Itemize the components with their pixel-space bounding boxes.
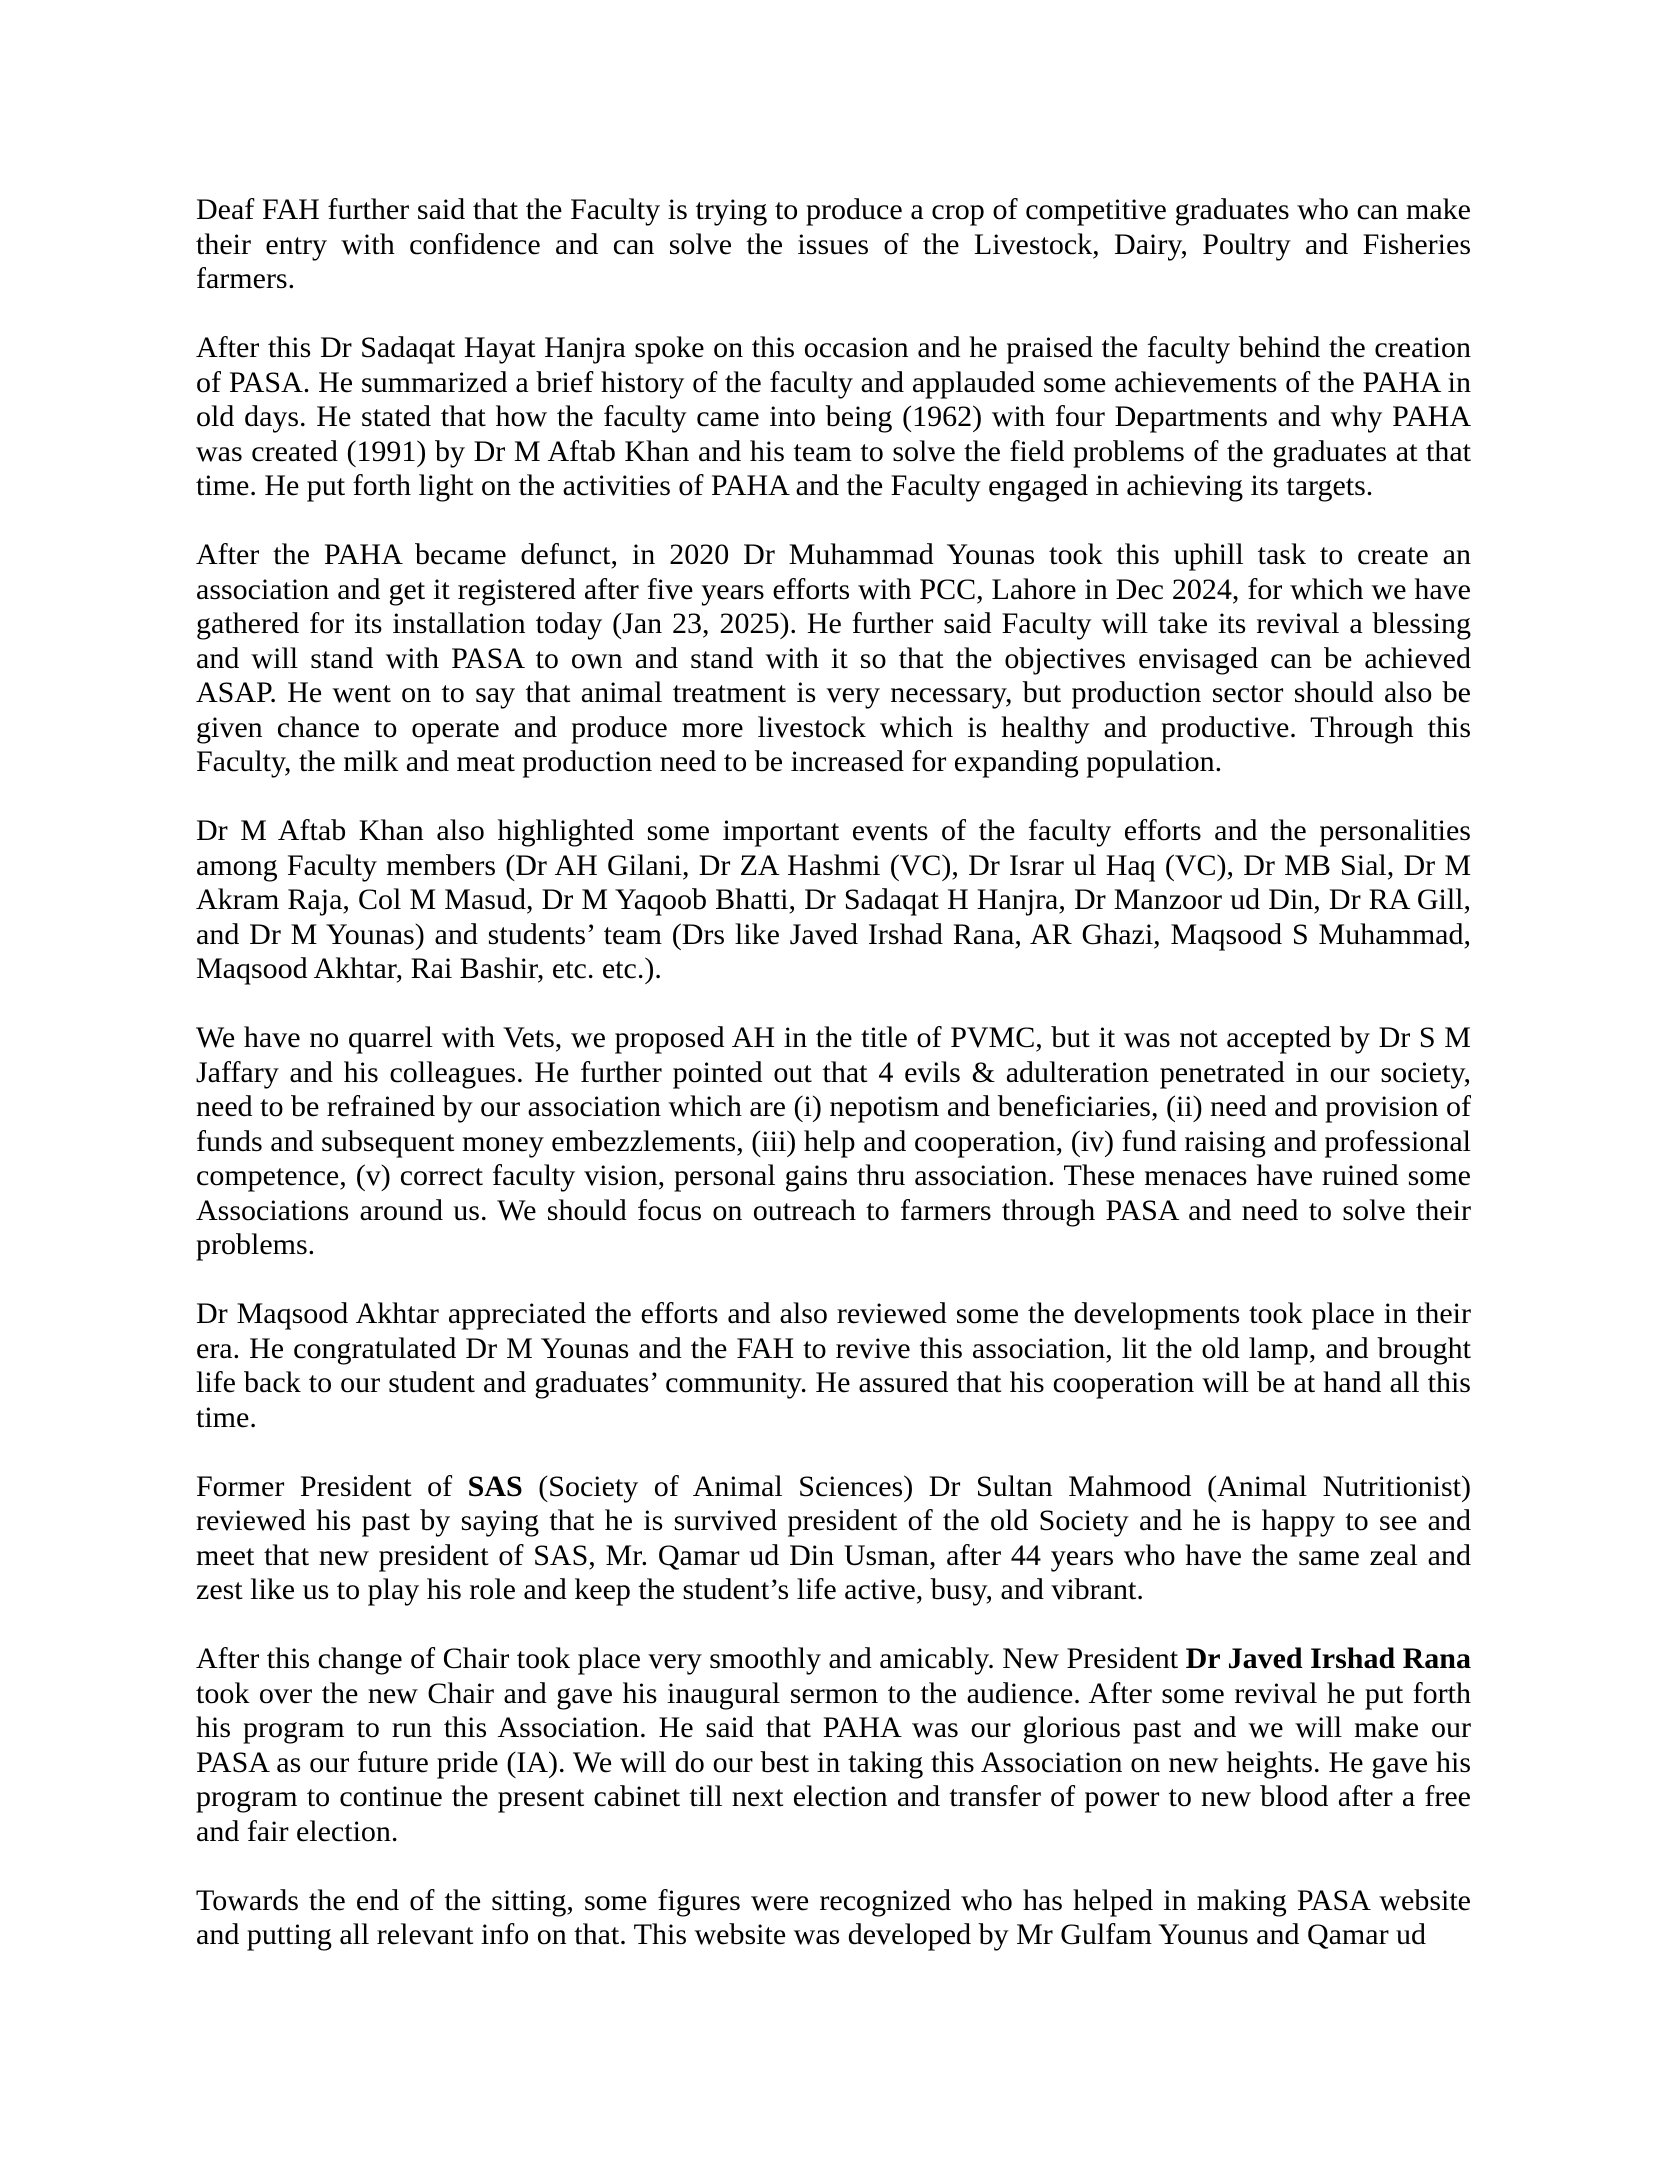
text-run: We have no quarrel with Vets, we proposed AH in the title of PVMC, but it was not accepted by Dr S M Jaffary and his colleagues. He further pointed out that 4 evils & adulteration penetrated in our society, need to be refrained by our association which are (i) nepotism and beneficiaries, (ii) need and provision of funds and subsequent money embezzlements, (iii) help and cooperation, (iv) fund raising and professional competence, (v) correct faculty vision, personal gains thru association. These menaces have ruined some Associations around us. We should focus on outreach to farmers through PASA and need to solve their problems. [196, 1021, 1471, 1261]
text-run: After the PAHA became defunct, in 2020 Dr Muhammad Younas took this uphill task to create an association and get it registered after five years efforts with PCC, Lahore in Dec 2024, for which we have gathered for its installation today (Jan 23, 2025). He further said Faculty will take its revival a blessing and will stand with PASA to own and stand with it so that the objectives envisaged can be achieved ASAP. He went on to say that animal treatment is very necessary, but production sector should also be given chance to operate and produce more livestock which is healthy and productive. Through this Faculty, the milk and meat production need to be increased for expanding population. [196, 538, 1471, 778]
paragraph [196, 1021, 1471, 1263]
paragraph [196, 1470, 1471, 1608]
text-run: took over the new Chair and gave his inaugural sermon to the audience. After some revival he put forth his program to run this Association. He said that PAHA was our glorious past and we will make our PASA as our future pride (IA). We will do our best in taking this Association on new heights. He gave his program to continue the present cabinet till next election and transfer of power to new blood after a free and fair election. [196, 1676, 1471, 1848]
paragraph [196, 331, 1471, 504]
paragraph [196, 538, 1471, 780]
paragraph [196, 1297, 1471, 1435]
text-run: Deaf FAH further said that the Faculty is trying to produce a crop of competitive graduates who can make their entry with confidence and can solve the issues of the Livestock, Dairy, Poultry and Fisheries farmers. [196, 193, 1471, 295]
text-run: After this change of Chair took place very smoothly and amicably. New President [196, 1642, 1186, 1675]
text-run: Dr M Aftab Khan also highlighted some important events of the faculty efforts and the personalities among Faculty members (Dr AH Gilani, Dr ZA Hashmi (VC), Dr Israr ul Haq (VC), Dr MB Sial, Dr M Akram Raja, Col M Masud, Dr M Yaqoob Bhatti, Dr Sadaqat H Hanjra, Dr Manzoor ud Din, Dr RA Gill, and Dr M Younas) and students’ team (Drs like Javed Irshad Rana, AR Ghazi, Maqsood S Muhammad, Maqsood Akhtar, Rai Bashir, etc. etc.). [196, 814, 1471, 985]
paragraph [196, 1642, 1471, 1849]
paragraph [196, 814, 1471, 987]
text-run: Dr Maqsood Akhtar appreciated the efforts and also reviewed some the developments took place in their era. He congratulated Dr M Younas and the FAH to revive this association, lit the old lamp, and brought life back to our student and graduates’ community. He assured that his cooperation will be at hand all this time. [196, 1297, 1471, 1434]
text-run: Former President of [196, 1469, 468, 1503]
paragraph [196, 1884, 1471, 1953]
text-run: After this Dr Sadaqat Hayat Hanjra spoke on this occasion and he praised the faculty behind the creation of PASA. He summarized a brief history of the faculty and applauded some achievements of the PAHA in old days. He stated that how the faculty came into being (1962) with four Departments and why PAHA was created (1991) by Dr M Aftab Khan and his team to solve the field problems of the graduates at that time. He put forth light on the activities of PAHA and the Faculty engaged in achieving its targets. [196, 331, 1471, 502]
document-body [196, 193, 1471, 1953]
text-run: Dr Javed Irshad Rana [1185, 1642, 1471, 1675]
text-run: (Society of Animal Sciences) Dr Sultan Mahmood (Animal Nutritionist) reviewed his past by saying that he is survived president of the old Society and he is happy to see and meet that new president of SAS, Mr. Qamar ud Din Usman, after 44 years who have the same zeal and zest like us to play his role and keep the student’s life active, busy, and vibrant. [196, 1469, 1471, 1606]
text-run: SAS [467, 1469, 523, 1503]
paragraph [196, 193, 1471, 297]
text-run: Towards the end of the sitting, some figures were recognized who has helped in making PASA website and putting all relevant info on that. This website was developed by Mr Gulfam Younus and Qamar ud [196, 1883, 1471, 1951]
